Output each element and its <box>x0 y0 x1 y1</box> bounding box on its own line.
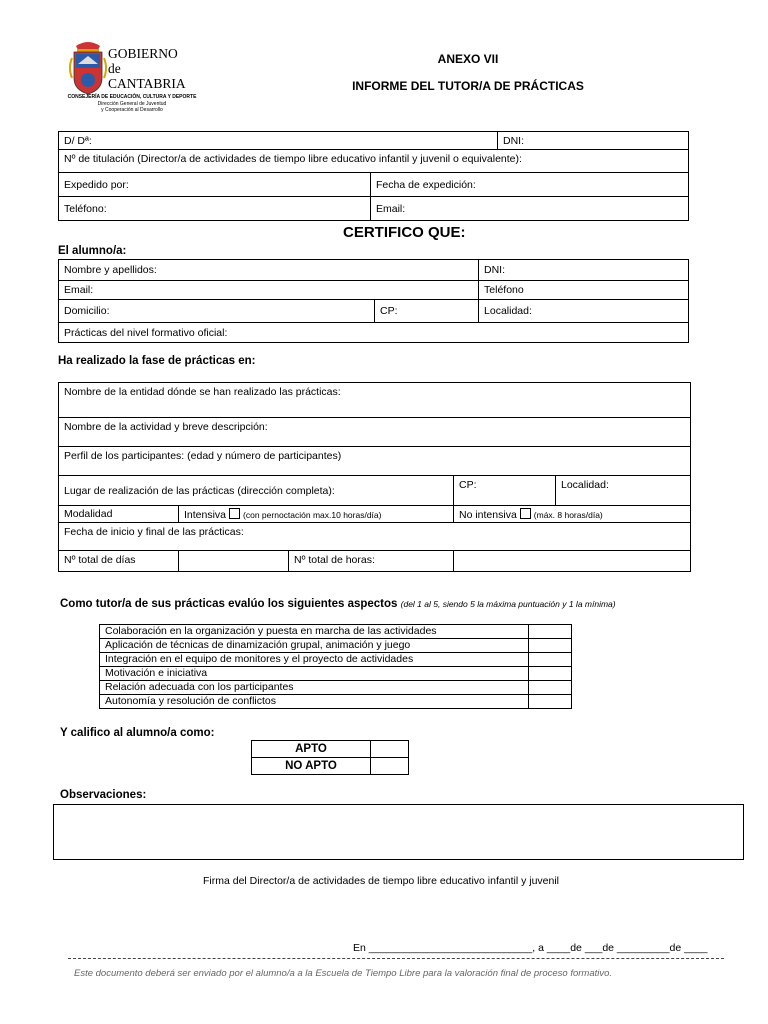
practicas-heading: Ha realizado la fase de prácticas en: <box>58 355 256 367</box>
alumno-practicas-nivel-field[interactable]: Prácticas del nivel formativo oficial: <box>59 323 689 343</box>
alumno-domicilio-field[interactable]: Domicilio: <box>59 300 375 323</box>
total-horas-label: Nº total de horas: <box>289 551 454 572</box>
intensiva-checkbox[interactable] <box>229 508 240 519</box>
certifico-heading: CERTIFICO QUE: <box>343 224 466 241</box>
no-intensiva-note: (máx. 8 horas/día) <box>533 509 603 520</box>
total-horas-field[interactable] <box>454 551 691 572</box>
evaluacion-score-cell[interactable] <box>529 639 572 653</box>
evaluacion-aspect-label: Autonomía y resolución de conflictos <box>100 695 529 709</box>
alumno-dni-field[interactable]: DNI: <box>479 260 689 281</box>
tutor-table <box>58 131 689 221</box>
evaluacion-row <box>100 639 572 653</box>
footer-note: Este documento deberá ser enviado por el alumno/a a la Escuela de Tiempo Libre para la valoración final de proceso formativo. <box>74 968 613 979</box>
evaluacion-row <box>100 653 572 667</box>
intensiva-note: (con pernoctación max.10 horas/día) <box>243 509 382 520</box>
practicas-entidad-field[interactable]: Nombre de la entidad dónde se han realizado las prácticas: <box>59 383 691 418</box>
no-apto-box[interactable] <box>371 758 409 775</box>
modalidad-label: Modalidad <box>59 506 179 523</box>
report-title: INFORME DEL TUTOR/A DE PRÁCTICAS <box>352 79 584 93</box>
tutor-fecha-expedicion-field[interactable]: Fecha de expedición: <box>371 173 689 197</box>
evaluacion-score-cell[interactable] <box>529 681 572 695</box>
practicas-actividad-field[interactable]: Nombre de la actividad y breve descripción: <box>59 418 691 447</box>
practicas-fechas-field[interactable]: Fecha de inicio y final de las prácticas: <box>59 523 691 551</box>
evaluacion-score-cell[interactable] <box>529 653 572 667</box>
evaluacion-score-cell[interactable] <box>529 625 572 639</box>
evaluacion-row <box>100 681 572 695</box>
tutor-expedido-field[interactable]: Expedido por: <box>59 173 371 197</box>
practicas-localidad-field[interactable]: Localidad: <box>556 476 691 506</box>
logo-wordmark: GOBIERNO de CANTABRIA <box>108 46 186 91</box>
coat-of-arms-icon <box>68 38 108 96</box>
fecha-line[interactable]: En ____________________________, a ____de ___de _________de ____ <box>353 942 708 954</box>
apto-box[interactable] <box>371 741 409 758</box>
total-dias-field[interactable] <box>179 551 289 572</box>
government-logo <box>62 36 202 122</box>
practicas-table <box>58 382 691 572</box>
evaluacion-aspect-label: Colaboración en la organización y puesta en marcha de las actividades <box>100 625 529 639</box>
alumno-cp-field[interactable]: CP: <box>375 300 479 323</box>
evaluacion-scale-note: (del 1 al 5, siendo 5 la máxima puntuación y 1 la mínima) <box>400 599 616 609</box>
alumno-table <box>58 259 689 343</box>
intensiva-label: Intensiva <box>184 508 227 521</box>
no-apto-label: NO APTO <box>252 758 371 775</box>
evaluacion-aspect-label: Aplicación de técnicas de dinamización grupal, animación y juego <box>100 639 529 653</box>
alumno-heading: El alumno/a: <box>58 245 127 257</box>
no-intensiva-label: No intensiva <box>459 508 517 521</box>
ministry-text: CONSEJERÍA DE EDUCACIÓN, CULTURA Y DEPORTE Dirección General de Juventud y Cooperación al Desarrollo <box>67 94 197 113</box>
intensiva-option[interactable] <box>179 506 454 523</box>
tutor-email-field[interactable]: Email: <box>371 197 689 221</box>
practicas-lugar-field[interactable]: Lugar de realización de las prácticas (dirección completa): <box>59 476 454 506</box>
no-intensiva-checkbox[interactable] <box>520 508 531 519</box>
tutor-name-field[interactable]: D/ Dª: <box>59 132 498 150</box>
total-dias-label: Nº total de días <box>59 551 179 572</box>
evaluacion-aspect-label: Integración en el equipo de monitores y el proyecto de actividades <box>100 653 529 667</box>
evaluacion-row <box>100 625 572 639</box>
evaluacion-row <box>100 695 572 709</box>
alumno-localidad-field[interactable]: Localidad: <box>479 300 689 323</box>
alumno-telefono-field[interactable]: Teléfono <box>479 281 689 300</box>
evaluacion-aspect-label: Motivación e iniciativa <box>100 667 529 681</box>
alumno-nombre-field[interactable]: Nombre y apellidos: <box>59 260 479 281</box>
practicas-cp-field[interactable]: CP: <box>454 476 556 506</box>
apto-label: APTO <box>252 741 371 758</box>
calificacion-table <box>251 740 409 775</box>
tutor-telefono-field[interactable]: Teléfono: <box>59 197 371 221</box>
tutor-dni-field[interactable]: DNI: <box>498 132 689 150</box>
signature-divider <box>68 958 724 959</box>
firma-caption: Firma del Director/a de actividades de tiempo libre educativo infantil y juvenil <box>203 875 560 887</box>
practicas-perfil-field[interactable]: Perfil de los participantes: (edad y número de participantes) <box>59 447 691 476</box>
calificacion-heading: Y califico al alumno/a como: <box>60 727 215 739</box>
evaluacion-heading: Como tutor/a de sus prácticas evalúo los siguientes aspectos (del 1 al 5, siendo 5 la máxima puntuación y 1 la mínima) <box>60 598 616 610</box>
tutor-titulacion-field[interactable]: Nº de titulación (Director/a de actividades de tiempo libre educativo infantil y juvenil o equivalente): <box>59 150 689 173</box>
evaluacion-score-cell[interactable] <box>529 667 572 681</box>
annex-title: ANEXO VII <box>437 52 499 66</box>
observaciones-box[interactable] <box>53 804 744 860</box>
no-intensiva-option[interactable] <box>454 506 691 523</box>
evaluacion-aspect-label: Relación adecuada con los participantes <box>100 681 529 695</box>
alumno-email-field[interactable]: Email: <box>59 281 479 300</box>
evaluacion-score-cell[interactable] <box>529 695 572 709</box>
evaluacion-row <box>100 667 572 681</box>
evaluacion-table <box>99 624 572 709</box>
observaciones-heading: Observaciones: <box>60 789 147 801</box>
